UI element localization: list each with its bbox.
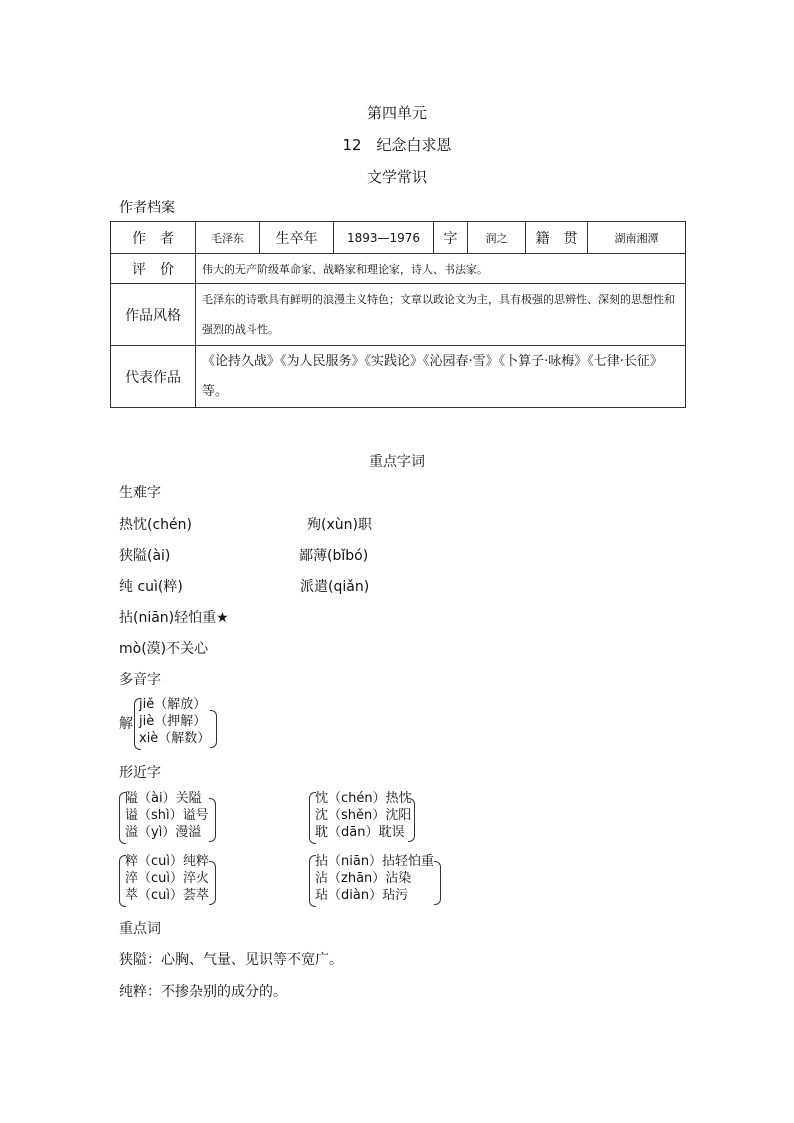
reading-item: xiè（解数） [139,731,211,746]
similar-group-3 [125,853,209,904]
section-title: 文学常识 [366,168,427,186]
lesson-title: 12 纪念白求恩 [342,136,452,154]
table-row [111,222,686,254]
author-profile-table [110,221,686,408]
word-item: 纯 cuì(粹) [119,579,183,595]
similar-item: 忱（chén）热忱 [315,791,412,806]
similar-item: 谥（shì）谥号 [125,808,209,823]
works-label: 代表作品 [111,346,196,408]
similar-item: 玷（diàn）玷污 [315,888,409,903]
word-item: 狭隘(ài) [119,548,171,564]
table-row [111,284,686,346]
author-profile-heading: 作者档案 [119,200,175,216]
similar-item: 隘（ài）关隘 [125,791,202,806]
author-value: 毛泽东 [196,222,260,254]
word-item: 热忱(chén) [119,517,192,533]
life-value: 1893—1976 [334,222,434,254]
evaluation-value: 伟大的无产阶级革命家、战略家和理论家，诗人、书法家。 [196,254,686,284]
author-label: 作 者 [111,222,196,254]
similar-item: 溢（yì）漫溢 [125,825,202,840]
origin-value: 湖南湘潭 [588,222,686,254]
similar-item: 淬（cuì）淬火 [125,871,209,886]
word-item: mò(漠)不关心 [119,641,209,657]
polyphone-readings [139,696,210,747]
similar-item: 沈（shěn）沈阳 [315,808,412,823]
vocab-heading: 重点词 [119,921,161,937]
polyphone-heading: 多音字 [119,672,161,688]
right-brace [210,710,217,748]
right-brace [209,798,216,842]
right-brace [209,861,216,905]
right-brace [434,861,441,905]
similar-item: 拈（niān）拈轻怕重 [315,854,435,869]
zi-label: 字 [434,222,468,254]
word-item: 派遣(qiǎn) [300,579,370,595]
zi-value: 润之 [468,222,526,254]
vocab-item: 纯粹：不掺杂别的成分的。 [119,984,287,1000]
right-brace [408,798,415,842]
evaluation-label: 评 价 [111,254,196,284]
origin-label: 籍 贯 [526,222,588,254]
polyphone-char: 解 [119,716,133,732]
style-label: 作品风格 [111,284,196,346]
reading-item: jiě（解放） [139,697,207,712]
similar-group-4 [315,853,434,904]
word-item: 殉(xùn)职 [307,517,372,533]
similar-item: 萃（cuì）荟萃 [125,888,209,903]
similar-heading: 形近字 [119,765,161,781]
similar-item: 耽（dān）耽误 [315,825,405,840]
similar-group-2 [315,790,412,841]
similar-item: 粹（cuì）纯粹 [125,854,209,869]
unit-title: 第四单元 [366,104,427,122]
similar-item: 沾（zhān）沾染 [315,871,412,886]
word-item: 鄙薄(bǐbó) [299,548,369,564]
vocab-item: 狭隘：心胸、气量、见识等不宽广。 [119,952,343,968]
table-row [111,254,686,284]
word-item: 拈(niān)轻怕重★ [119,610,229,626]
life-label: 生卒年 [260,222,334,254]
works-value: 《论持久战》《为人民服务》《实践论》《沁园春·雪》《卜算子·咏梅》《七律·长征》等。 [196,346,686,408]
table-row [111,346,686,408]
similar-group-1 [125,790,209,841]
difficult-heading: 生难字 [119,485,161,501]
reading-item: jiè（押解） [139,714,207,729]
key-words-heading: 重点字词 [369,454,425,470]
style-value: 毛泽东的诗歌具有鲜明的浪漫主义特色；文章以政论文为主，具有极强的思辨性、深刻的思想性和强烈的战斗性。 [196,284,686,346]
